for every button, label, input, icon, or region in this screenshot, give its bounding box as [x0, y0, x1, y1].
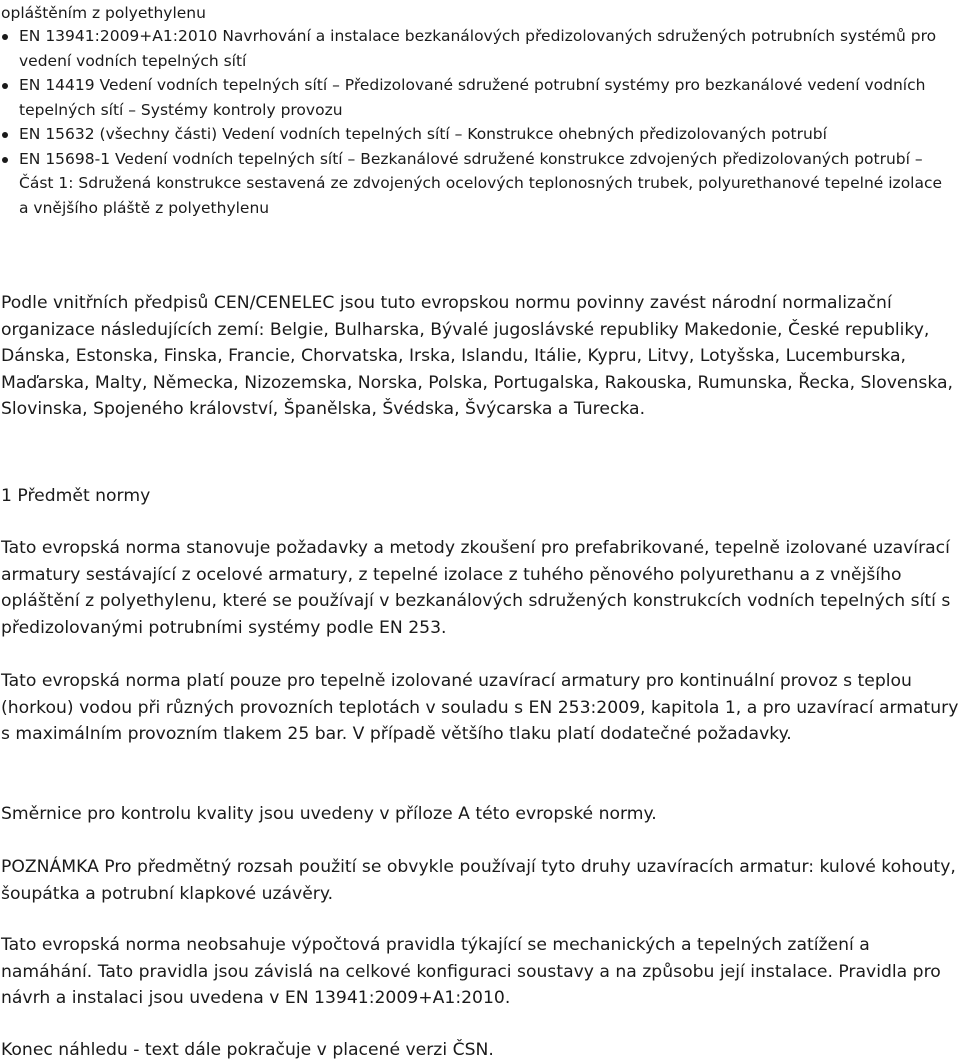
list-item [0, 147, 950, 221]
bullet-icon [2, 83, 8, 89]
bullet-icon [2, 132, 8, 138]
list-item [0, 24, 950, 73]
scope-applicability-line: Tato evropská norma platí pouze pro tepelně izolované uzavírací armatury pro kontinuální provoz s teplou [1, 671, 912, 691]
preview-end-notice: Konec náhledu - text dále pokračuje v placené verzi ČSN. [1, 1040, 494, 1060]
bullet-icon [2, 34, 8, 40]
list-item [0, 122, 950, 147]
intro-line: opláštěním z polyethylenu [1, 4, 206, 22]
list-item-text: EN 15698-1 Vedení vodních tepelných sítí – Bezkanálové sdružené konstrukce zdvojených předizolovaných potrubí – Část 1: Sdružená konstrukce sestavená ze zdvojených ocelových teplonosných trubek, polyurethanové tepelné izolace a vnějšího pláště z polyethylenu [19, 149, 943, 217]
scope-applicability-paragraph [1, 668, 959, 748]
scope-paragraph: Tato evropská norma stanovuje požadavky a metody zkoušení pro prefabrikované, tepelně izolované uzavírací armatury sestávající z ocelové armatury, z tepelné izolace z tuhého pěnového polyurethanu a z vnějšího opláštění z polyethylenu, které se používají v bezkanálových sdružených konstrukcích vodních tepelných sítí s předizolovanými potrubními systémy podle EN 253. [1, 538, 951, 638]
section-heading: 1 Předmět normy [1, 486, 151, 506]
quality-control-paragraph: Směrnice pro kontrolu kvality jsou uvedeny v příloze A této evropské normy. [1, 804, 657, 824]
list-item-text: EN 15632 (všechny části) Vedení vodních tepelných sítí – Konstrukce ohebných předizolovaných potrubí [19, 125, 827, 143]
cen-notice-paragraph: Podle vnitřních předpisů CEN/CENELEC jsou tuto evropskou normu povinny zavést národní normalizační organizace následujících zemí: Belgie, Bulharska, Bývalé jugoslávské republiky Makedonie, České republiky, Dánska, Estonska, Finska, Francie, Chorvatska, Irska, Islandu, Itálie, Kypru, Litvy, Lotyšska, Lucemburska, Maďarska, Malty, Německa, Nizozemska, Norska, Polska, Portugalska, Rakouska, Rumunska, Řecka, Slovenska, Slovinska, Spojeného království, Španělska, Švédska, Švýcarska a Turecka. [1, 293, 953, 420]
scope-applicability-continuation: (horkou) vodou při různých provozních teplotách v souladu s EN 253:2009, kapitola 1, a pro uzavírací armatury s maximálním provozním tlakem 25 bar. V případě většího tlaku platí dodatečné požadavky. [1, 697, 959, 745]
standards-list [0, 24, 950, 220]
exclusion-paragraph: Tato evropská norma neobsahuje výpočtová pravidla týkající se mechanických a tepelných zatížení a namáhání. Tato pravidla jsou závislá na celkové konfiguraci soustavy a na způsobu její instalace. Pravidla pro návrh a instalaci jsou uvedena v EN 13941:2009+A1:2010. [1, 935, 941, 1009]
list-item-text: EN 14419 Vedení vodních tepelných sítí – Předizolované sdružené potrubní systémy pro bezkanálové vedení vodních tepelných sítí – Systémy kontroly provozu [19, 76, 926, 119]
note-paragraph: POZNÁMKA Pro předmětný rozsah použití se obvykle používají tyto druhy uzavíracích armatur: kulové kohouty, šoupátka a potrubní klapkové uzávěry. [1, 857, 956, 904]
bullet-icon [2, 157, 8, 163]
list-item [0, 73, 950, 122]
list-item-text: EN 13941:2009+A1:2010 Navrhování a instalace bezkanálových předizolovaných sdružených potrubních systémů pro vedení vodních tepelných sítí [19, 27, 937, 70]
